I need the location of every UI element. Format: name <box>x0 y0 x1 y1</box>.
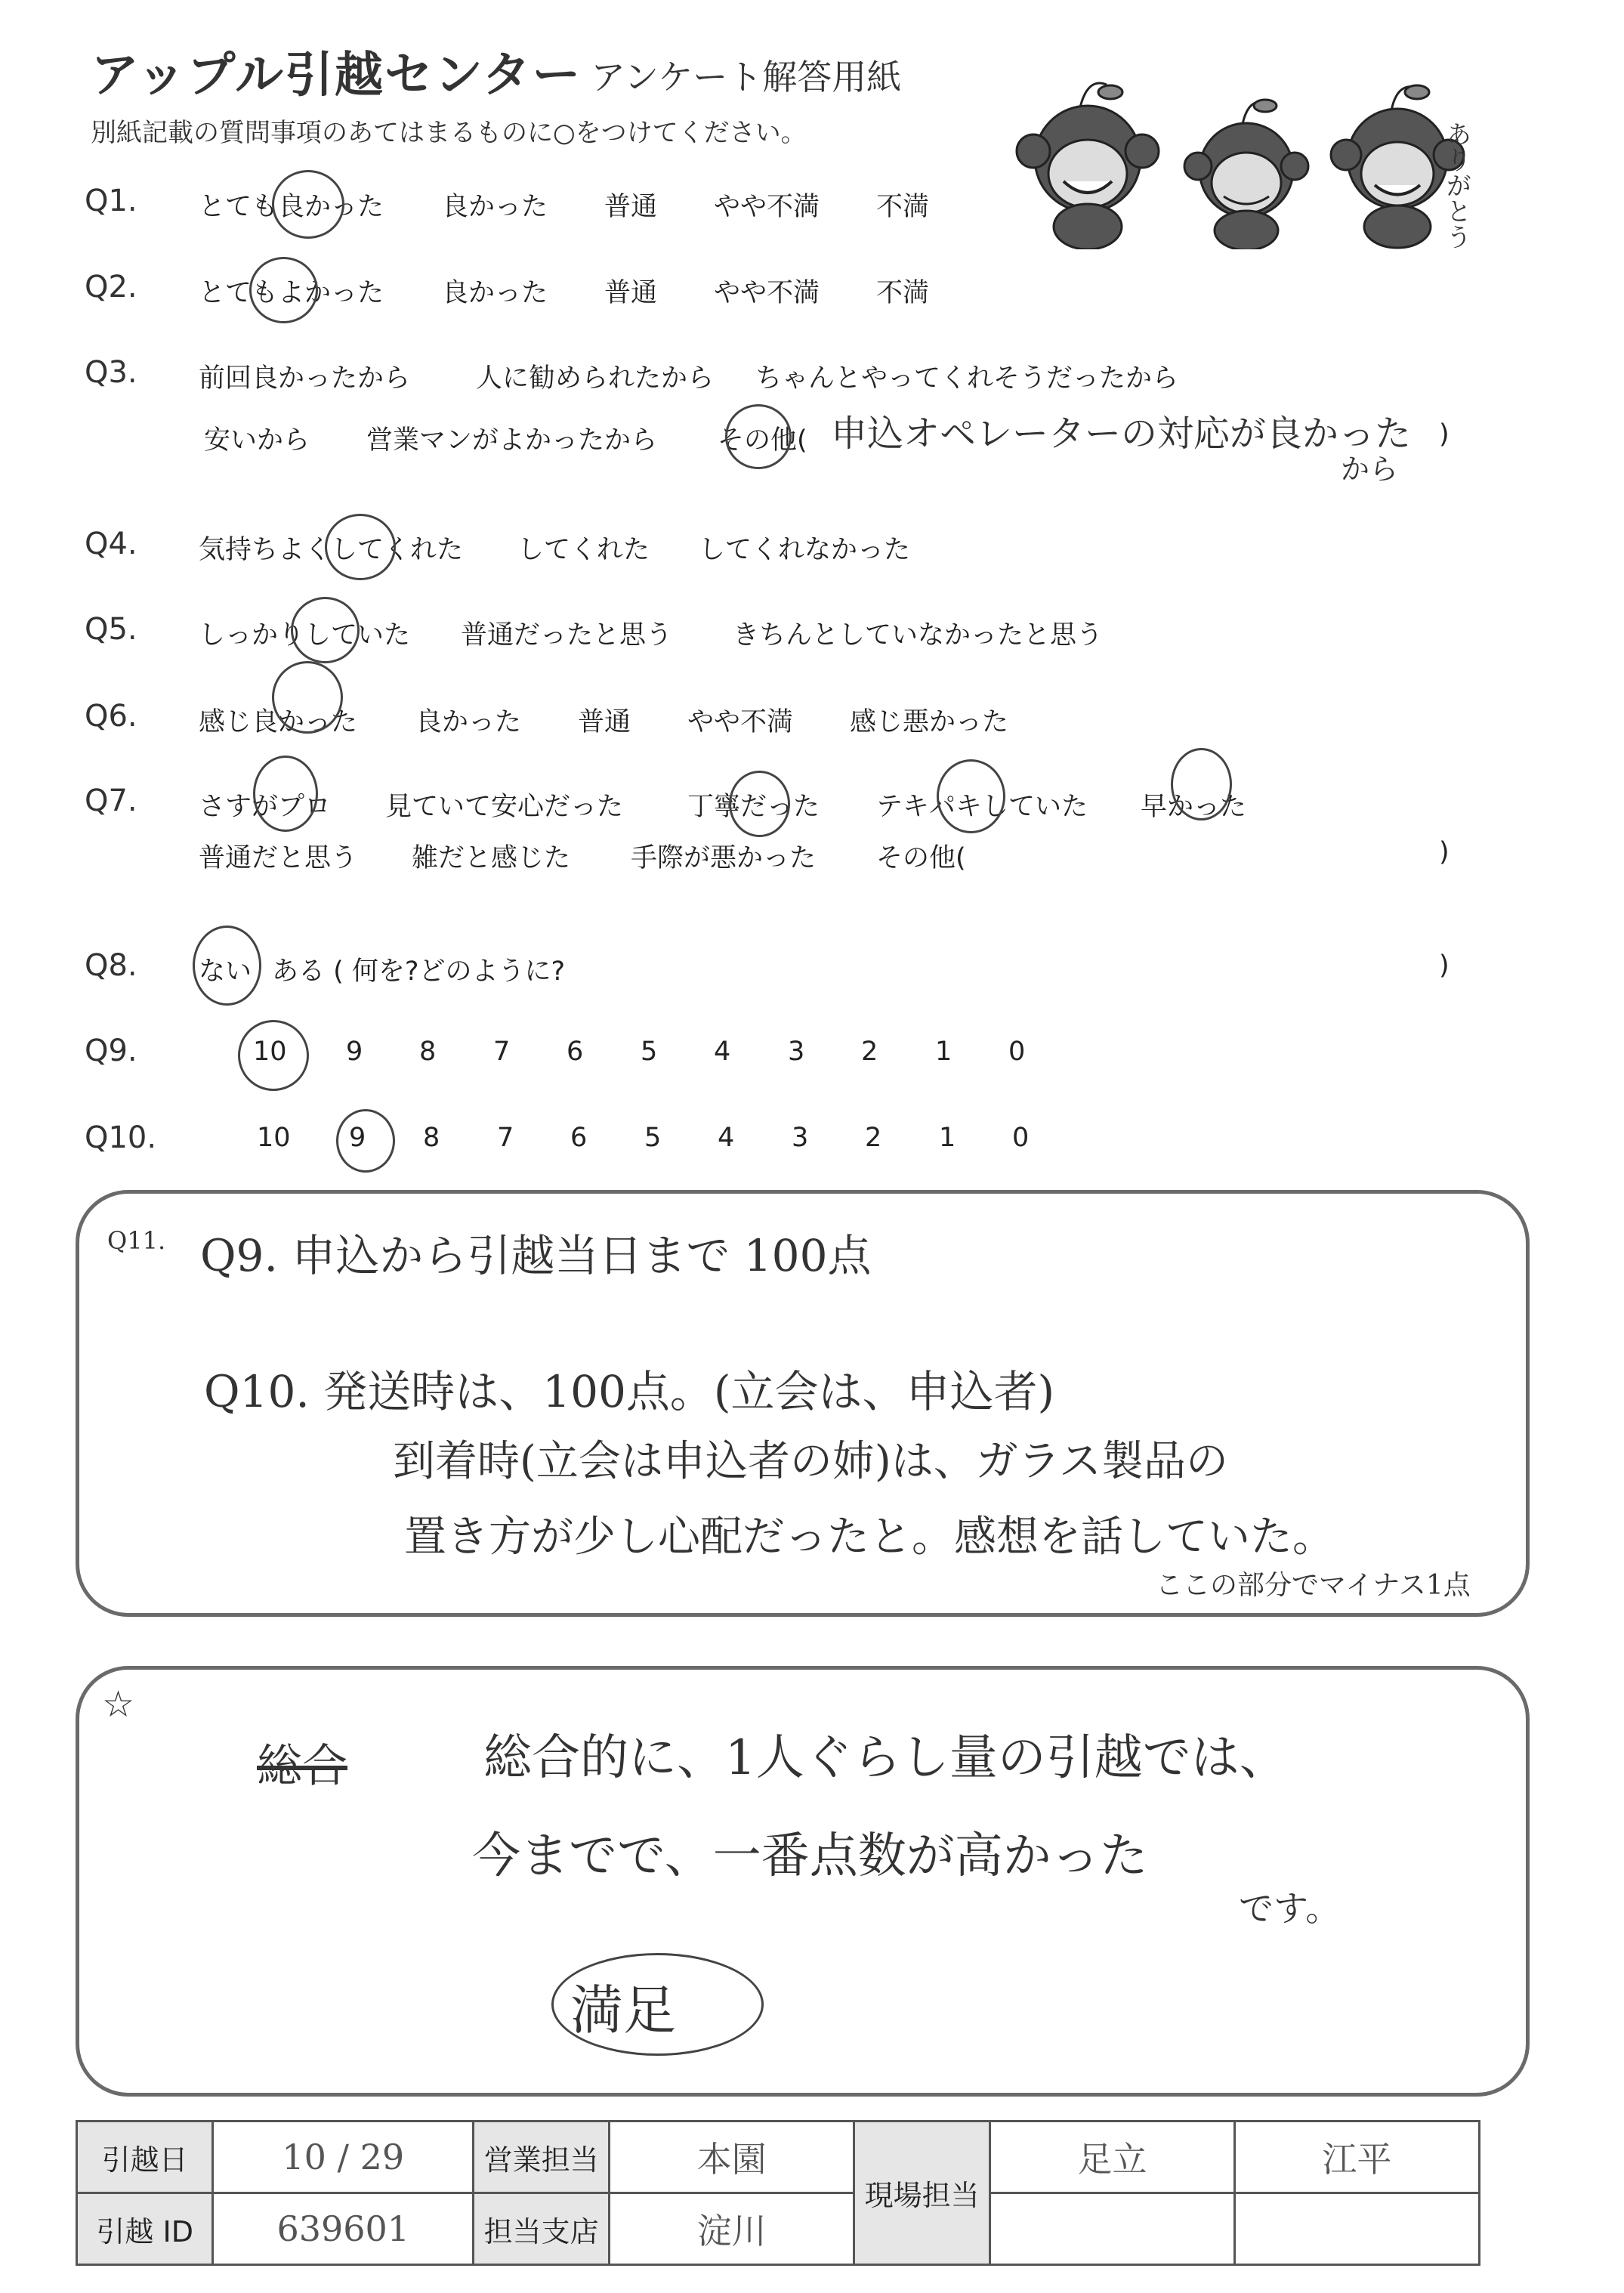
q3-label: Q3. <box>85 355 137 390</box>
q8-close-paren: ) <box>1439 950 1450 981</box>
q8-option-2[interactable]: ある ( 何を?どのように? <box>272 956 566 987</box>
q11-label: Q11. <box>107 1226 166 1255</box>
move-date-value[interactable]: 10 / 29 <box>213 2121 474 2193</box>
q10-0[interactable]: 0 <box>1012 1123 1030 1153</box>
q10-1[interactable]: 1 <box>939 1123 956 1153</box>
comment-line-1: 総合的に、1人ぐらし量の引越では、 <box>483 1730 1288 1786</box>
q3-answer-circle <box>725 404 792 469</box>
q9-2[interactable]: 2 <box>861 1037 878 1067</box>
q7-option-6[interactable]: 普通だと思う <box>199 843 358 873</box>
q9-answer-circle <box>238 1020 309 1091</box>
q10-label: Q10. <box>85 1120 157 1155</box>
q7-option-3[interactable]: 丁寧だった <box>687 792 820 822</box>
q3-option-1[interactable]: 前回良かったから <box>199 363 411 394</box>
q7-circle-2 <box>729 771 790 837</box>
q9-label: Q9. <box>85 1034 137 1068</box>
q4-answer-circle <box>325 514 396 580</box>
q6-option-2[interactable]: 良かった <box>415 707 522 737</box>
q3-close-paren: ) <box>1439 419 1450 450</box>
q9-8[interactable]: 8 <box>419 1037 437 1067</box>
comment-struck-text: 総合 <box>257 1740 347 1793</box>
instruction-text: 別紙記載の質問事項のあてはまるものに○をつけてください。 <box>91 118 807 148</box>
q3-other-handwritten-2: から <box>1341 453 1399 486</box>
q10-3[interactable]: 3 <box>792 1123 809 1153</box>
q4-option-3[interactable]: してくれなかった <box>699 535 911 565</box>
q2-option-1[interactable]: とてもよかった <box>199 278 384 308</box>
q7-option-4[interactable]: テキパキしていた <box>876 792 1088 822</box>
q1-option-2[interactable]: 良かった <box>442 192 548 222</box>
q11-line-1: Q9. 申込から引越当日まで 100点 <box>200 1230 872 1281</box>
q10-2[interactable]: 2 <box>865 1123 882 1153</box>
q5-answer-circle <box>291 597 360 663</box>
comment-satisfied: 満足 <box>570 1979 676 2041</box>
q3-other-handwritten: 申込オペレーターの対応が良かった <box>831 413 1412 455</box>
q2-option-4[interactable]: やや不満 <box>714 278 820 308</box>
q6-option-3[interactable]: 普通 <box>578 707 631 737</box>
q10-6[interactable]: 6 <box>570 1123 588 1153</box>
q2-label: Q2. <box>85 270 137 304</box>
q3-option-other[interactable]: その他( <box>718 425 807 456</box>
q7-option-5[interactable]: 早かった <box>1141 792 1247 822</box>
q9-5[interactable]: 5 <box>641 1037 658 1067</box>
branch-label: 担当支店 <box>474 2193 610 2265</box>
branch-value[interactable]: 淀川 <box>610 2193 854 2265</box>
q6-option-4[interactable]: やや不満 <box>687 707 794 737</box>
q9-10[interactable]: 10 <box>253 1037 287 1067</box>
q7-option-1[interactable]: さすがプロ <box>199 792 332 822</box>
q7-close-paren: ) <box>1439 837 1450 867</box>
info-table <box>76 2120 1480 2266</box>
q7-circle-4 <box>1171 748 1232 820</box>
q11-line-5: ここの部分でマイナス1点 <box>1156 1570 1471 1601</box>
q6-label: Q6. <box>85 699 137 734</box>
q4-option-1[interactable]: 気持ちよくしてくれた <box>199 535 464 565</box>
site-label: 現場担当 <box>854 2121 990 2265</box>
q10-8[interactable]: 8 <box>423 1123 440 1153</box>
satisfied-circle <box>551 1953 764 2056</box>
q9-4[interactable]: 4 <box>714 1037 731 1067</box>
move-id-label: 引越 ID <box>77 2193 213 2265</box>
q2-option-5[interactable]: 不満 <box>876 278 930 308</box>
comment-line-3: です。 <box>1239 1888 1341 1929</box>
q3-option-5[interactable]: 営業マンがよかったから <box>366 425 658 456</box>
q7-option-8[interactable]: 手際が悪かった <box>631 843 817 873</box>
q7-option-7[interactable]: 雑だと感じた <box>412 843 571 873</box>
move-id-value[interactable]: 639601 <box>213 2193 474 2265</box>
q1-option-4[interactable]: やや不満 <box>714 192 820 222</box>
q6-option-1[interactable]: 感じ良かった <box>199 707 358 737</box>
site-value-2[interactable]: 江平 <box>1235 2121 1480 2193</box>
site-value-1[interactable]: 足立 <box>990 2121 1235 2193</box>
q9-3[interactable]: 3 <box>788 1037 805 1067</box>
sales-label: 営業担当 <box>474 2121 610 2193</box>
q7-label: Q7. <box>85 783 137 818</box>
q10-4[interactable]: 4 <box>718 1123 735 1153</box>
q8-answer-circle <box>193 926 261 1006</box>
star-icon: ☆ <box>102 1683 135 1726</box>
monkeys-icon <box>997 60 1496 249</box>
q5-option-1[interactable]: しっかりしていた <box>199 620 411 651</box>
q10-10[interactable]: 10 <box>257 1123 291 1153</box>
q3-option-4[interactable]: 安いから <box>204 425 310 456</box>
q2-answer-circle <box>249 257 318 323</box>
q5-label: Q5. <box>85 612 137 647</box>
comment-line-2: 今までで、一番点数が高かった <box>472 1828 1148 1884</box>
q9-9[interactable]: 9 <box>346 1037 363 1067</box>
q1-option-1[interactable]: とても良かった <box>199 192 384 222</box>
q7-circle-1 <box>253 756 318 832</box>
q4-label: Q4. <box>85 527 137 561</box>
monkey-illustration <box>997 60 1496 249</box>
q9-1[interactable]: 1 <box>935 1037 952 1067</box>
q7-option-2[interactable]: 見ていて安心だった <box>385 792 624 822</box>
q10-9[interactable]: 9 <box>349 1123 366 1153</box>
q10-5[interactable]: 5 <box>644 1123 662 1153</box>
q11-line-4: 置き方が少し心配だったと。感想を話していた。 <box>404 1513 1335 1562</box>
q10-7[interactable]: 7 <box>497 1123 514 1153</box>
q9-6[interactable]: 6 <box>567 1037 584 1067</box>
q5-option-3[interactable]: きちんとしていなかったと思う <box>733 620 1104 651</box>
q11-line-3: 到着時(立会は申込者の姉)は、ガラス製品の <box>393 1437 1229 1486</box>
site-empty-1[interactable] <box>990 2193 1235 2265</box>
q6-answer-circle <box>272 661 343 734</box>
q7-circle-3 <box>937 759 1005 833</box>
q5-option-2[interactable]: 普通だったと思う <box>461 620 673 651</box>
q1-option-5[interactable]: 不満 <box>876 192 930 222</box>
q4-option-2[interactable]: してくれた <box>517 535 650 565</box>
q9-0[interactable]: 0 <box>1008 1037 1026 1067</box>
q3-option-2[interactable]: 人に勧められたから <box>476 363 715 394</box>
q2-option-2[interactable]: 良かった <box>442 278 548 308</box>
q8-option-1[interactable]: ない <box>199 956 252 987</box>
sales-value[interactable]: 本園 <box>610 2121 854 2193</box>
q8-label: Q8. <box>85 948 137 983</box>
q9-7[interactable]: 7 <box>493 1037 511 1067</box>
q3-option-3[interactable]: ちゃんとやってくれそうだったから <box>755 363 1179 394</box>
q1-option-3[interactable]: 普通 <box>604 192 658 222</box>
q1-label: Q1. <box>85 184 137 218</box>
q6-option-5[interactable]: 感じ悪かった <box>850 707 1009 737</box>
form-title: アンケート解答用紙 <box>591 57 902 97</box>
q7-option-other[interactable]: その他( <box>876 843 966 873</box>
thanks-text: ありがとう <box>1441 121 1471 249</box>
company-title: アップル引越センター <box>91 48 582 104</box>
site-empty-2[interactable] <box>1235 2193 1480 2265</box>
q11-line-2: Q10. 発送時は、100点。(立会は、申込者) <box>204 1366 1055 1417</box>
q1-answer-circle <box>272 170 344 239</box>
q10-answer-circle <box>336 1109 395 1173</box>
move-date-label: 引越日 <box>77 2121 213 2193</box>
q2-option-3[interactable]: 普通 <box>604 278 658 308</box>
